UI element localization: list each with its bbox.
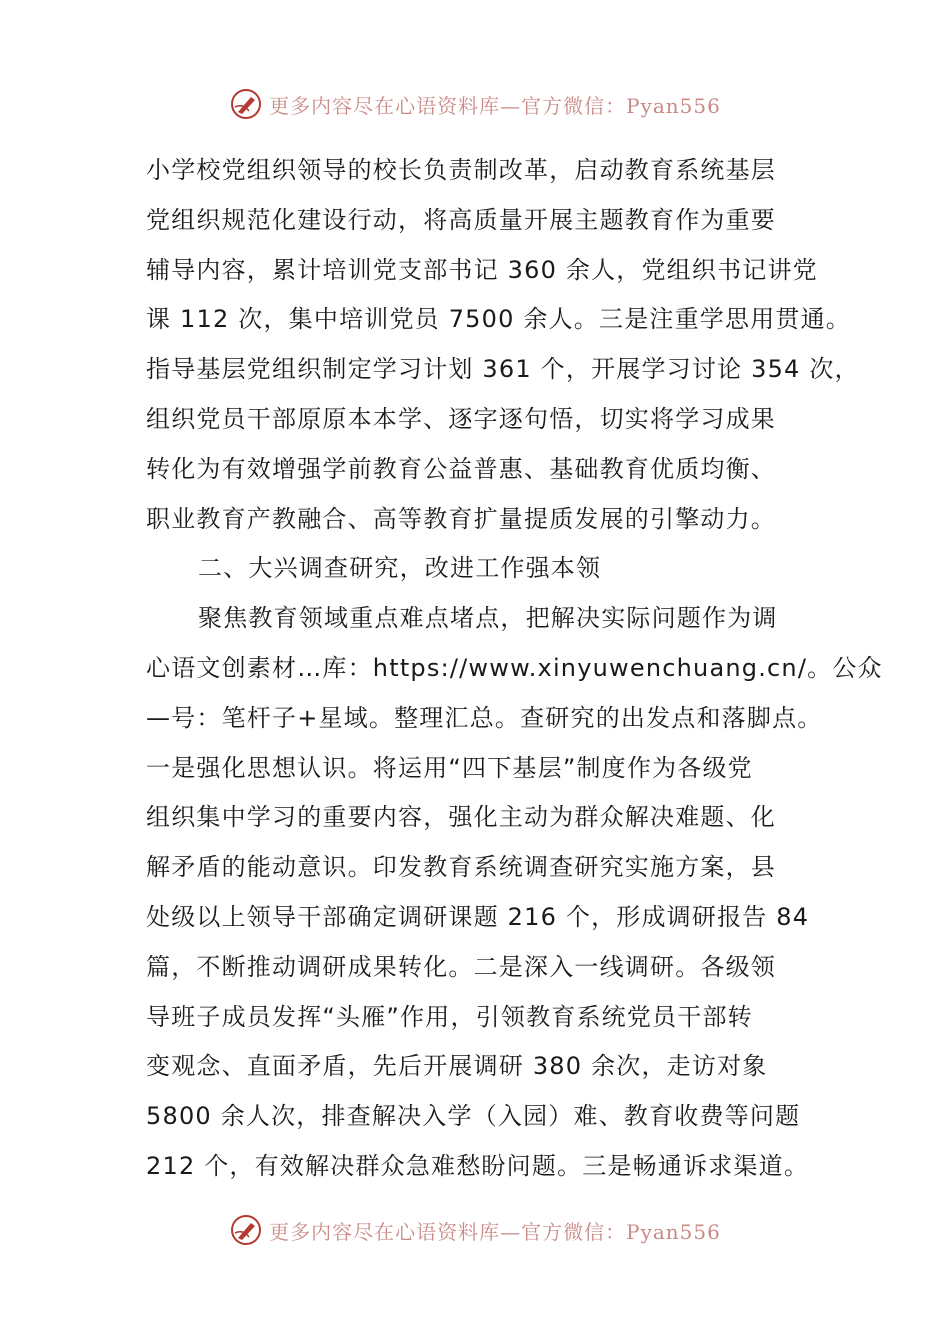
text-line: 处级以上领导干部确定调研课题 216 个，形成调研报告 84 <box>146 902 810 931</box>
pen-nib-logo-icon <box>229 87 263 121</box>
text-line: 组织集中学习的重要内容，强化主动为群众解决难题、化 <box>146 803 776 832</box>
document-body <box>146 146 883 1192</box>
header-watermark <box>0 84 950 124</box>
text-line: 辅导内容，累计培训党支部书记 360 余人，党组织书记讲党 <box>146 255 818 284</box>
footer-watermark <box>0 1210 950 1250</box>
text-line: 解矛盾的能动意识。印发教育系统调查研究实施方案，县 <box>146 853 776 882</box>
text-line: 心语文创素材…库：https://www.xinyuwenchuang.cn/。公众 <box>146 653 883 682</box>
text-line: 小学校党组织领导的校长负责制改革，启动教育系统基层 <box>146 156 776 184</box>
pen-nib-logo-icon <box>229 1213 263 1247</box>
text-line: —号：笔杆子+星域。整理汇总。查研究的出发点和落脚点。 <box>146 703 823 732</box>
text-line: 一是强化思想认识。将运用“四下基层”制度作为各级党 <box>146 753 753 782</box>
text-line: 组织党员干部原原本本学、逐字逐句悟，切实将学习成果 <box>146 404 776 433</box>
text-line: 聚焦教育领域重点难点堵点，把解决实际问题作为调 <box>198 604 778 633</box>
section-heading: 二、大兴调查研究，改进工作强本领 <box>198 554 602 583</box>
text-line: 职业教育产教融合、高等教育扩量提质发展的引擎动力。 <box>146 504 776 533</box>
text-line: 5800 余人次，排查解决入学（入园）难、教育收费等问题 <box>146 1102 801 1131</box>
text-line: 指导基层党组织制定学习计划 361 个，开展学习讨论 354 次， <box>146 355 860 384</box>
watermark-text: 更多内容尽在心语资料库—官方微信：Pyan556 <box>269 93 721 118</box>
text-line: 变观念、直面矛盾，先后开展调研 380 余次，走访对象 <box>146 1052 768 1081</box>
text-line: 导班子成员发挥“头雁”作用，引领教育系统党员干部转 <box>146 1002 753 1031</box>
text-line: 转化为有效增强学前教育公益普惠、基础教育优质均衡、 <box>146 454 776 483</box>
text-line: 篇，不断推动调研成果转化。二是深入一线调研。各级领 <box>146 952 776 981</box>
text-line: 课 112 次，集中培训党员 7500 余人。三是注重学思用贯通。 <box>146 305 852 334</box>
text-line: 212 个，有效解决群众急难愁盼问题。三是畅通诉求渠道。 <box>146 1151 810 1180</box>
watermark-text: 更多内容尽在心语资料库—官方微信：Pyan556 <box>269 1219 721 1244</box>
text-line: 党组织规范化建设行动，将高质量开展主题教育作为重要 <box>146 205 776 234</box>
